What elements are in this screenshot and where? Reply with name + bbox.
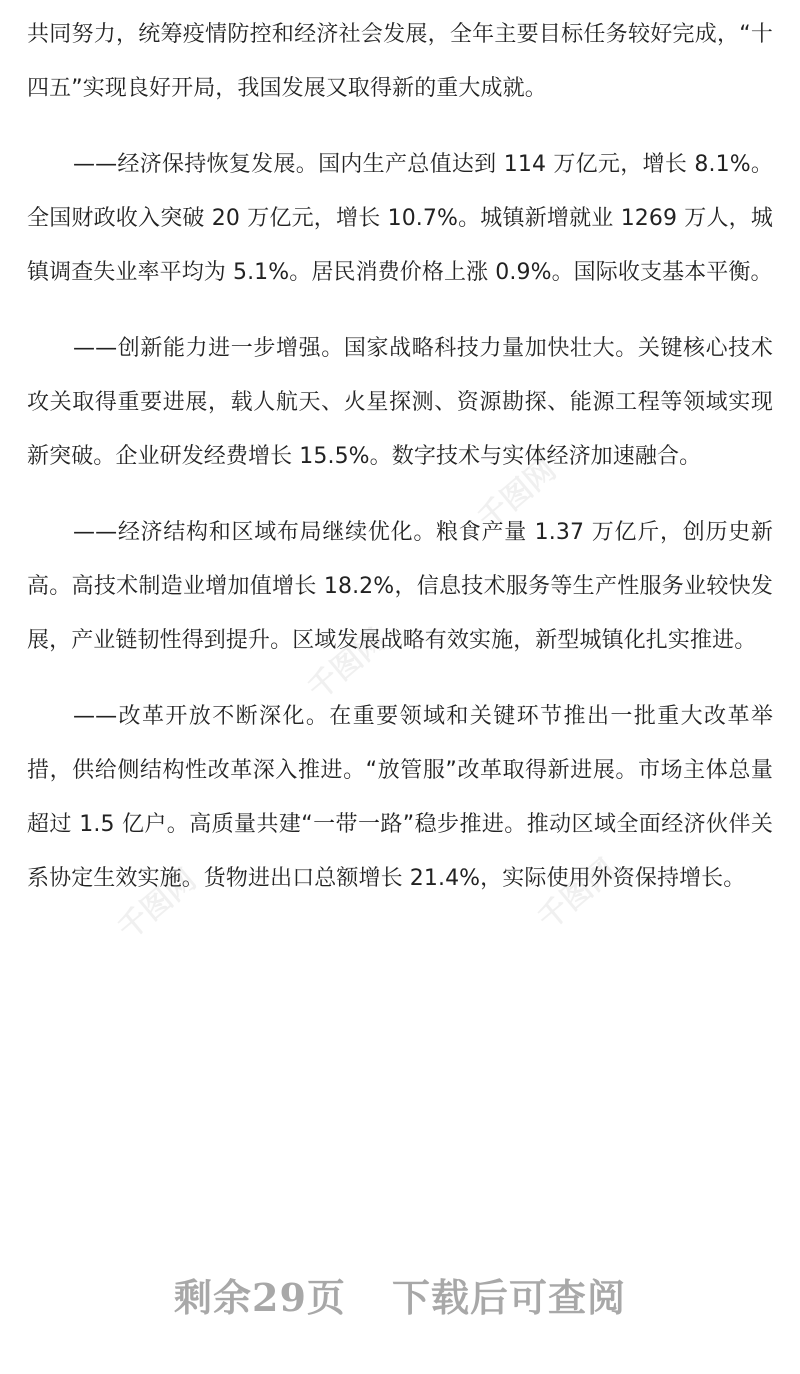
remaining-pages-label: 剩余29页 xyxy=(174,1275,346,1320)
paragraph-reform: ——改革开放不断深化。在重要领域和关键环节推出一批重大改革举措，供给侧结构性改革深入推进。“放管服”改革取得新进展。市场主体总量超过 1.5 亿户。高质量共建“一带一路”稳步推进。推动区域全面经济伙伴关系协定生效实施。货物进出口总额增长 21.4%，实际使用外资保持增长。 xyxy=(27,704,773,891)
watermark: 千图网 xyxy=(301,622,393,708)
download-prompt-banner[interactable] xyxy=(0,1268,800,1328)
paragraph-economy: ——经济保持恢复发展。国内生产总值达到 114 万亿元，增长 8.1%。全国财政收入突破 20 万亿元，增长 10.7%。城镇新增就业 1269 万人，城镇调查失业率平均为 5.1%。居民消费价格上涨 0.9%。国际收支基本平衡。 xyxy=(27,152,773,285)
download-to-view-label: 下载后可查阅 xyxy=(391,1275,626,1320)
document-body xyxy=(27,8,773,928)
watermark: 千图网 xyxy=(531,852,623,938)
paragraph-structure: ——经济结构和区域布局继续优化。粮食产量 1.37 万亿斤，创历史新高。高技术制造业增加值增长 18.2%，信息技术服务等生产性服务业较快发展，产业链韧性得到提升。区域发展战略有效实施，新型城镇化扎实推进。 xyxy=(27,520,773,653)
watermark: 千图网 xyxy=(471,452,563,538)
paragraph-intro: 共同努力，统筹疫情防控和经济社会发展，全年主要目标任务较好完成，“十四五”实现良好开局，我国发展又取得新的重大成就。 xyxy=(27,22,773,101)
paragraph-innovation: ——创新能力进一步增强。国家战略科技力量加快壮大。关键核心技术攻关取得重要进展，载人航天、火星探测、资源勘探、能源工程等领域实现新突破。企业研发经费增长 15.5%。数字技术与实体经济加速融合。 xyxy=(27,336,773,469)
watermark: 千图网 xyxy=(111,862,203,948)
